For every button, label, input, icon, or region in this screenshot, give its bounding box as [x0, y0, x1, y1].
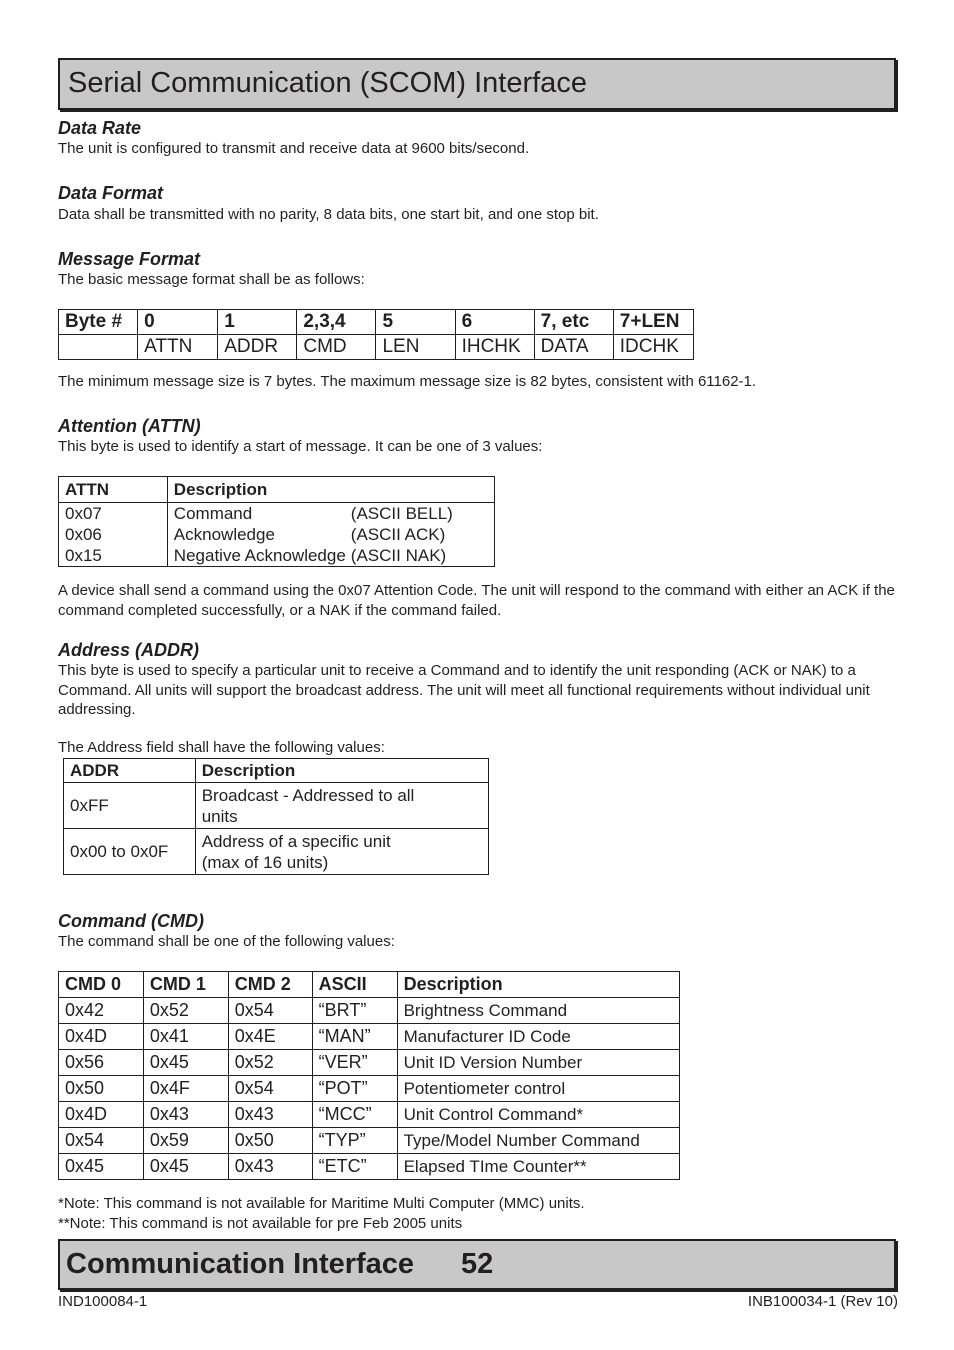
- addr-desc-line: Address of a specific unit: [201, 831, 391, 851]
- table-cell: [59, 335, 138, 360]
- table-cell: 1: [218, 310, 297, 335]
- table-cell: 0x54: [59, 1128, 144, 1154]
- table-row: [64, 783, 489, 829]
- table-cell: ADDR: [218, 335, 297, 360]
- table-cell: 0x54: [228, 1076, 312, 1102]
- attention-heading: Attention (ATTN): [58, 416, 201, 436]
- attn-ascii: (ASCII BELL): [350, 504, 453, 523]
- attn-name: Command: [173, 504, 253, 523]
- table-cell: 0x00 to 0x0F: [64, 829, 196, 875]
- table-cell: “MAN”: [312, 1024, 397, 1050]
- table-cell: “MCC”: [312, 1102, 397, 1128]
- table-cell: 0x4D: [59, 1102, 144, 1128]
- table-cell: 0: [138, 310, 218, 335]
- addr-desc-line: units: [201, 806, 238, 826]
- table-cell: 0x56: [59, 1050, 144, 1076]
- table-cell: 0x43: [228, 1154, 312, 1180]
- table-cell: IDCHK: [613, 335, 693, 360]
- table-row: [59, 1024, 680, 1050]
- table-cell: 0x52: [228, 1050, 312, 1076]
- table-row: [59, 1102, 680, 1128]
- address-table: [63, 758, 489, 875]
- table-cell: Unit Control Command*: [397, 1102, 679, 1128]
- footer-bar: [58, 1239, 896, 1290]
- table-cell: Brightness Command: [397, 998, 679, 1024]
- table-cell: 0xFF: [64, 783, 196, 829]
- table-row: [59, 1128, 680, 1154]
- page-title-bar: [58, 58, 896, 110]
- data-rate-text: The unit is configured to transmit and receive data at 9600 bits/second.: [58, 140, 530, 157]
- table-cell: Byte #: [59, 310, 138, 335]
- attention-text: This byte is used to identify a start of message. It can be one of 3 values:: [58, 438, 543, 455]
- table-cell: 0x54: [228, 998, 312, 1024]
- message-format-table: [58, 309, 694, 360]
- table-cell: 0x42: [59, 998, 144, 1024]
- address-heading: Address (ADDR): [58, 640, 200, 660]
- table-cell: CMD 2: [228, 972, 312, 998]
- table-cell: 0x45: [143, 1154, 228, 1180]
- table-cell: 0x4E: [228, 1024, 312, 1050]
- table-row: [59, 1050, 680, 1076]
- table-cell: Elapsed TIme Counter**: [397, 1154, 679, 1180]
- table-row: [64, 829, 489, 875]
- table-cell: Type/Model Number Command: [397, 1128, 679, 1154]
- table-header-row: [64, 759, 489, 783]
- message-format-text: The basic message format shall be as follows:: [58, 271, 365, 288]
- table-cell: 0x45: [143, 1050, 228, 1076]
- table-cell: 5: [376, 310, 455, 335]
- table-header-row: [59, 310, 694, 335]
- table-cell: Unit ID Version Number: [397, 1050, 679, 1076]
- address-intro: The Address field shall have the following values:: [58, 739, 385, 756]
- table-cell: CMD: [297, 335, 376, 360]
- table-cell: 7, etc: [534, 310, 613, 335]
- attention-note: A device shall send a command using the 0x07 Attention Code. The unit will respond to the command with either an ACK if the command completed successfully, or a NAK if the command failed.: [58, 582, 895, 619]
- attn-code: 0x06: [65, 525, 102, 544]
- table-cell: CMD 1: [143, 972, 228, 998]
- table-cell: 0x41: [143, 1024, 228, 1050]
- table-cell: 0x4F: [143, 1076, 228, 1102]
- page-number: 52: [461, 1248, 494, 1280]
- command-note-1: *Note: This command is not available for Maritime Multi Computer (MMC) units.: [58, 1195, 585, 1212]
- table-cell: ADDR: [64, 759, 196, 783]
- table-cell: CMD 0: [59, 972, 144, 998]
- table-header-row: [59, 477, 495, 503]
- table-cell: 0x52: [143, 998, 228, 1024]
- table-cell: “BRT”: [312, 998, 397, 1024]
- attn-code: 0x07: [65, 504, 102, 523]
- table-cell: DATA: [534, 335, 613, 360]
- command-table: [58, 971, 680, 1180]
- table-row: [59, 1076, 680, 1102]
- table-header-row: [59, 972, 680, 998]
- table-cell: 0x43: [143, 1102, 228, 1128]
- attn-ascii: (ASCII NAK): [350, 546, 447, 565]
- table-cell: ASCII: [312, 972, 397, 998]
- table-cell: [195, 829, 488, 875]
- table-row: [59, 335, 694, 360]
- table-cell: 0x59: [143, 1128, 228, 1154]
- attention-table: [58, 476, 495, 567]
- table-cell: Potentiometer control: [397, 1076, 679, 1102]
- table-cell: Description: [195, 759, 488, 783]
- page-title: Serial Communication (SCOM) Interface: [68, 67, 587, 99]
- table-cell: LEN: [376, 335, 455, 360]
- table-cell: 2,3,4: [297, 310, 376, 335]
- table-cell: Description: [397, 972, 679, 998]
- table-cell: 0x45: [59, 1154, 144, 1180]
- table-cell: “POT”: [312, 1076, 397, 1102]
- table-cell: Manufacturer ID Code: [397, 1024, 679, 1050]
- table-cell: 0x50: [59, 1076, 144, 1102]
- footer-section-title: Communication Interface: [66, 1248, 415, 1280]
- attn-ascii: (ASCII ACK): [350, 525, 446, 544]
- table-cell: ATTN: [138, 335, 218, 360]
- data-rate-heading: Data Rate: [58, 118, 142, 138]
- table-row: [59, 998, 680, 1024]
- table-row: [59, 1154, 680, 1180]
- attn-code: 0x15: [65, 546, 102, 565]
- table-cell: ATTN: [59, 477, 168, 503]
- command-note-2: **Note: This command is not available for pre Feb 2005 units: [58, 1215, 463, 1232]
- table-cell: “TYP”: [312, 1128, 397, 1154]
- command-heading: Command (CMD): [58, 911, 204, 931]
- table-cell: [195, 783, 488, 829]
- addr-desc-line: Broadcast - Addressed to all: [201, 785, 415, 805]
- table-cell: 7+LEN: [613, 310, 693, 335]
- message-size-note: The minimum message size is 7 bytes. The maximum message size is 82 bytes, consistent with 61162-1.: [58, 373, 757, 390]
- table-cell: IHCHK: [455, 335, 534, 360]
- table-cell: 0x4D: [59, 1024, 144, 1050]
- address-text: This byte is used to specify a particular unit to receive a Command and to identify the unit responding (ACK or NAK) to a Command. All units will support the broadcast address. The unit will meet all functional requirements without individual unit addressing.: [58, 662, 870, 718]
- table-cell: 0x43: [228, 1102, 312, 1128]
- footer-right-code: INB100034-1 (Rev 10): [747, 1293, 898, 1310]
- attn-codes-cell: [59, 503, 168, 567]
- table-cell: Description: [167, 477, 494, 503]
- table-cell: “ETC”: [312, 1154, 397, 1180]
- message-format-heading: Message Format: [58, 249, 201, 269]
- addr-desc-line: (max of 16 units): [201, 852, 329, 872]
- attn-name: Negative Acknowledge: [173, 546, 346, 565]
- table-cell: “VER”: [312, 1050, 397, 1076]
- table-cell: 0x50: [228, 1128, 312, 1154]
- table-row: [59, 503, 495, 567]
- command-text: The command shall be one of the following values:: [58, 933, 395, 950]
- attn-desc-cell: [167, 503, 494, 567]
- footer-left-code: IND100084-1: [58, 1293, 148, 1310]
- attn-name: Acknowledge: [173, 525, 275, 544]
- table-cell: 6: [455, 310, 534, 335]
- data-format-text: Data shall be transmitted with no parity, 8 data bits, one start bit, and one stop bit.: [58, 206, 599, 223]
- data-format-heading: Data Format: [58, 183, 164, 203]
